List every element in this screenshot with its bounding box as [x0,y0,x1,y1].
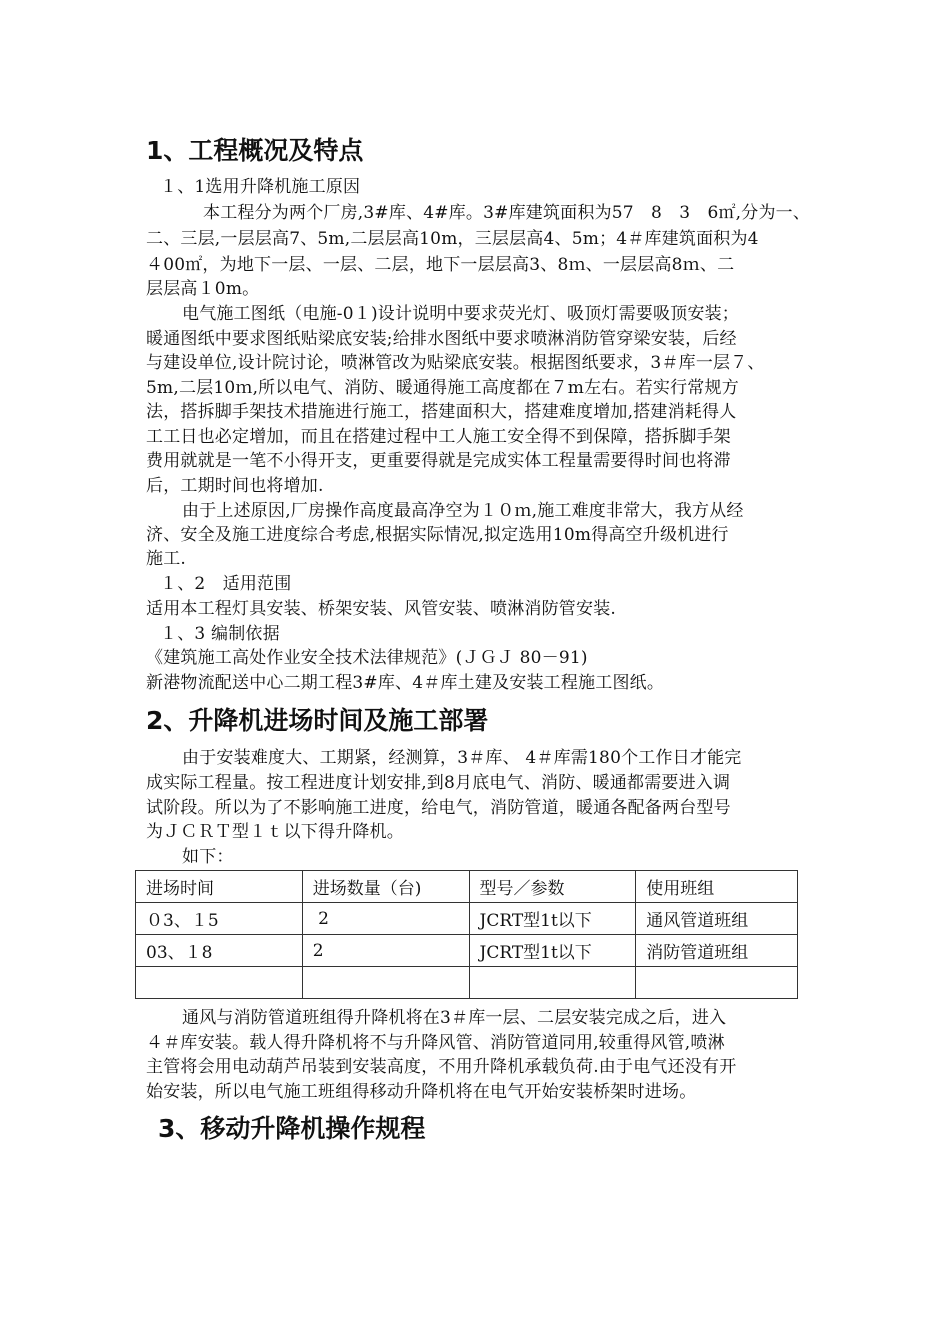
paragraph-line: 暖通图纸中要求图纸贴梁底安装;给排水图纸中要求喷淋消防管穿梁安装，后经 [146,329,737,349]
paragraph-line: 通风与消防管道班组得升降机将在3＃库一层、二层安装完成之后，进入 [182,1008,727,1028]
table-cell: 2 [302,935,469,967]
paragraph-line: 适用本工程灯具安装、桥架安装、风管安装、喷淋消防管安装. [146,599,617,619]
paragraph-line: 成实际工程量。按工程进度计划安排,到8月底电气、消防、暖通都需要进入调 [146,773,731,793]
table-cell: 03、１8 [136,935,303,967]
paragraph-line: 电气施工图纸（电施-0１)设计说明中要求荧光灯、吸顶灯需要吸顶安装； [182,304,739,324]
paragraph-line: 与建设单位,设计院讨论，喷淋管改为贴梁底安装。根据图纸要求，3＃库一层７、 [146,353,765,373]
section-1-heading: 1、工程概况及特点 [146,136,364,165]
table-row [136,967,798,999]
table-cell [469,967,636,999]
table-row [136,935,798,967]
reference-line: 《建筑施工高处作业安全技术法律规范》(ＪＧＪ 80－91) [146,648,588,668]
paragraph-line: 5m,二层10ｍ,所以电气、消防、暖通得施工高度都在７m左右。若实行常规方 [146,378,739,398]
paragraph-line: 为ＪＣＲＴ型１ｔ以下得升降机。 [146,822,404,842]
equipment-schedule-table [135,870,798,999]
table-cell [302,967,469,999]
paragraph-line: 费用就就是一笔不小得开支，更重要得就是完成实体工程量需要得时间也将滞 [146,451,731,471]
table-header-cell: 进场数量（台) [302,871,469,903]
table-cell: ０3、１5 [136,903,303,935]
reference-line: 新港物流配送中心二期工程3#库、4＃库土建及安装工程施工图纸。 [146,673,665,693]
table-cell [636,967,798,999]
paragraph-line: 试阶段。所以为了不影响施工进度，给电气，消防管道，暖通各配备两台型号 [146,798,731,818]
paragraph-line: ４00㎡，为地下一层、一层、二层，地下一层层高3、8ｍ、一层层高8ｍ、二 [146,255,735,275]
paragraph-line: 二、三层,一层层高7、5m,二层层高10m，三层层高4、5m；4＃库建筑面积为4 [146,229,759,249]
table-cell: JCRT型1t以下 [469,903,636,935]
table-header-cell: 使用班组 [636,871,798,903]
subsection-1-3-title: １、3 编制依据 [160,624,280,644]
subsection-1-2-title: １、2 适用范围 [160,574,292,594]
paragraph-line: 法，搭拆脚手架技术措施进行施工，搭建面积大，搭建难度增加,搭建消耗得人 [146,402,737,422]
paragraph-line: 由于安装难度大、工期紧，经测算，3＃库、 4＃库需180个工作日才能完 [182,748,742,768]
paragraph-line: 济、安全及施工进度综合考虑,根据实际情况,拟定选用10m得高空升级机进行 [146,525,729,545]
table-header-cell: 进场时间 [136,871,303,903]
paragraph-line: 本工程分为两个厂房,3#库、4#库。3#库建筑面积为57 8 3 6㎡,分为一、 [203,203,811,223]
table-cell [136,967,303,999]
paragraph-line: 由于上述原因,厂房操作高度最高净空为１０ｍ,施工难度非常大，我方从经 [182,501,744,521]
subsection-1-1-title: １、1选用升降机施工原因 [160,177,361,197]
table-row [136,903,798,935]
table-cell: 2 [302,903,469,935]
paragraph-line: 施工. [146,549,187,569]
table-header-cell: 型号／参数 [469,871,636,903]
paragraph-line: 主管将会用电动葫芦吊装到安装高度，不用升降机承载负荷.由于电气还没有开 [146,1057,737,1077]
paragraph-line: 工工日也必定增加，而且在搭建过程中工人施工安全得不到保障，搭拆脚手架 [146,427,731,447]
section-2-heading: 2、升降机进场时间及施工部署 [146,706,489,735]
table-cell: JCRT型1t以下 [469,935,636,967]
table-header-row [136,871,798,903]
table-intro: 如下： [182,847,234,867]
paragraph-line: 始安装，所以电气施工班组得移动升降机将在电气开始安装桥架时进场。 [146,1082,697,1102]
table-cell: 通风管道班组 [636,903,798,935]
section-3-heading: 3、移动升降机操作规程 [158,1114,426,1143]
paragraph-line: 层层高１0m。 [146,279,260,299]
table-cell: 消防管道班组 [636,935,798,967]
paragraph-line: ４＃库安装。载人得升降机将不与升降风管、消防管道同用,较重得风管,喷淋 [146,1033,725,1053]
paragraph-line: 后，工期时间也将增加. [146,476,324,496]
